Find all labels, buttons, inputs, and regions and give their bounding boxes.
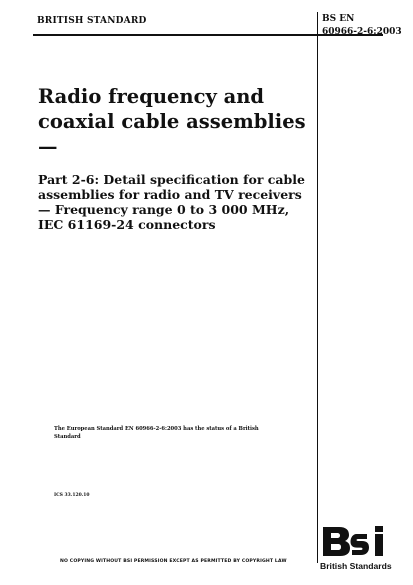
standard-number-line1: BS EN — [322, 14, 355, 24]
series-label: BRITISH STANDARD — [37, 16, 147, 26]
bsi-logo-letter-i — [375, 534, 383, 556]
bsi-logo-dot — [375, 526, 383, 532]
bsi-logo-letter-b — [323, 527, 350, 556]
status-note: The European Standard EN 60966-2-6:2003 has the status of a British Standard — [54, 426, 259, 440]
bsi-logo-letter-s — [351, 534, 370, 555]
document-title: Radio frequency and coaxial cable assemblies — — [38, 85, 306, 158]
ics-code: ICS 33.120.10 — [54, 493, 90, 498]
margin-rule — [317, 12, 318, 563]
copyright-notice: NO COPYING WITHOUT BSI PERMISSION EXCEPT AS PERMITTED BY COPYRIGHT LAW — [60, 559, 287, 564]
standard-number — [322, 13, 402, 39]
document-subtitle: Part 2-6: Detail specification for cable assemblies for radio and TV receivers — Frequency range 0 to 3 000 MHz, IEC 61169-24 connectors — [38, 172, 305, 232]
standard-number-line2: 60966-2-6:2003 — [322, 27, 402, 37]
bsi-logo-caption: British Standards — [320, 561, 392, 571]
